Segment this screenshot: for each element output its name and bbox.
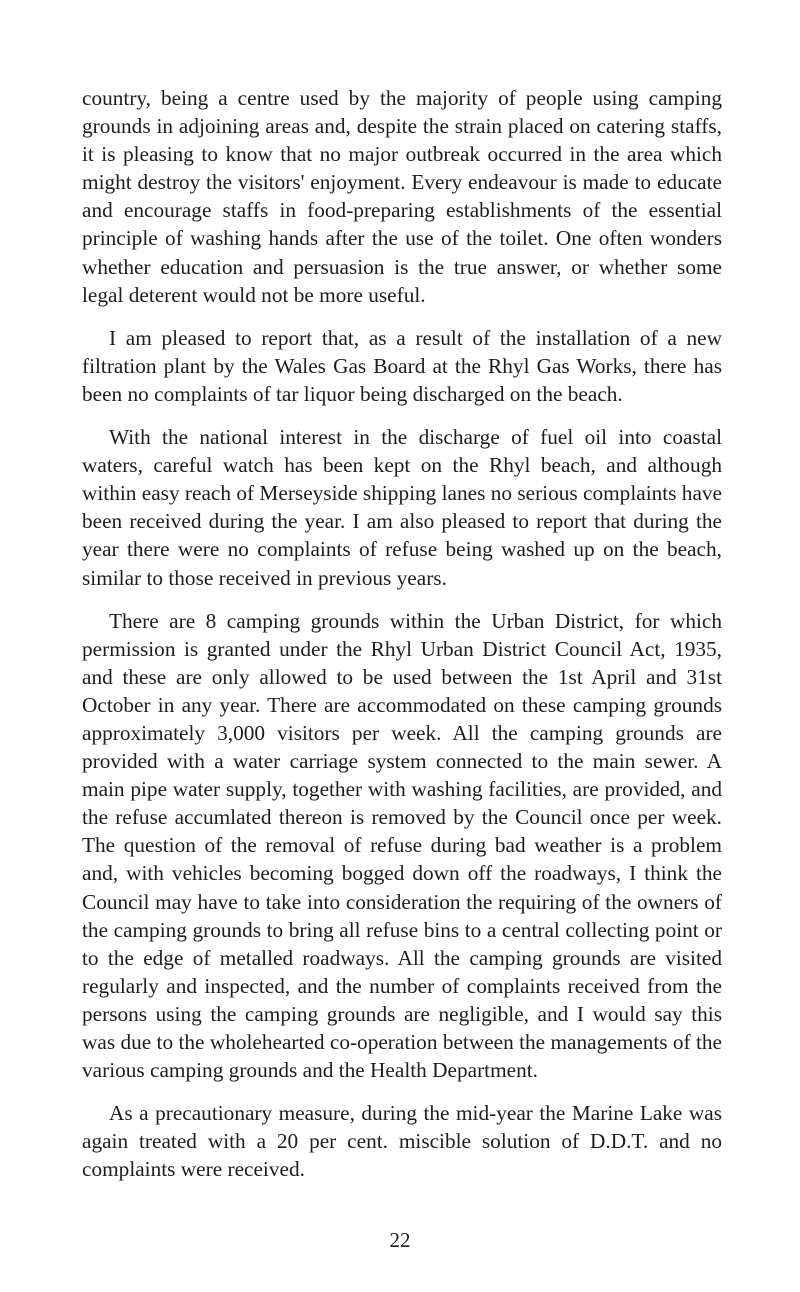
paragraph-marine-lake: As a precautionary measure, during the mid-year the Marine Lake was again treated with a 20 per cent. miscible solution of D.D.T. and no complaints were received. xyxy=(82,1101,722,1182)
document-body xyxy=(82,84,722,1198)
paragraph-camping-grounds: There are 8 camping grounds within the Urban District, for which permission is granted under the Rhyl Urban District Council Act, 1935, and these are only allowed to be used between the 1st April and 31st October in any year. There are accommodated on these camping grounds approximately 3,000 visitors per week. All the camping grounds are provided with a water carriage system connected to the main sewer. A main pipe water supply, together with washing facilities, are provided, and the refuse accumlated thereon is removed by the Council once per week. The question of the removal of refuse during bad weather is a problem and, with vehicles becoming bogged down off the roadways, I think the Council may have to take into consideration the requiring of the owners of the camping grounds to bring all refuse bins to a central collecting point or to the edge of metalled roadways. All the camping grounds are visited regularly and inspected, and the number of complaints received from the persons using the camping grounds are negligible, and I would say this was due to the wholehearted co-operation between the managements of the various camping grounds and the Health Department. xyxy=(82,608,722,1083)
paragraph-continuation: country, being a centre used by the majority of people using camping grounds in adjoining areas and, despite the strain placed on catering staffs, it is pleasing to know that no major outbreak occurred in the area which might destroy the visitors' enjoyment. Every endeavour is made to educate and encourage staffs in food-preparing establishments of the essential principle of washing hands after the use of the toilet. One often wonders whether education and persuasion is the true answer, or whether some legal deterent would not be more useful. xyxy=(82,86,722,307)
page-number: 22 xyxy=(389,1228,411,1252)
paragraph-gas-works: I am pleased to report that, as a result of the installation of a new filtration plant by the Wales Gas Board at the Rhyl Gas Works, there has been no complaints of tar liquor being discharged on the beach. xyxy=(82,325,722,406)
paragraph-fuel-oil: With the national interest in the discharge of fuel oil into coastal waters, careful watch has been kept on the Rhyl beach, and although within easy reach of Merseyside shipping lanes no serious complaints have been received during the year. I am also pleased to report that during the year there were no complaints of refuse being washed up on the beach, similar to those received in previous years. xyxy=(82,425,722,590)
